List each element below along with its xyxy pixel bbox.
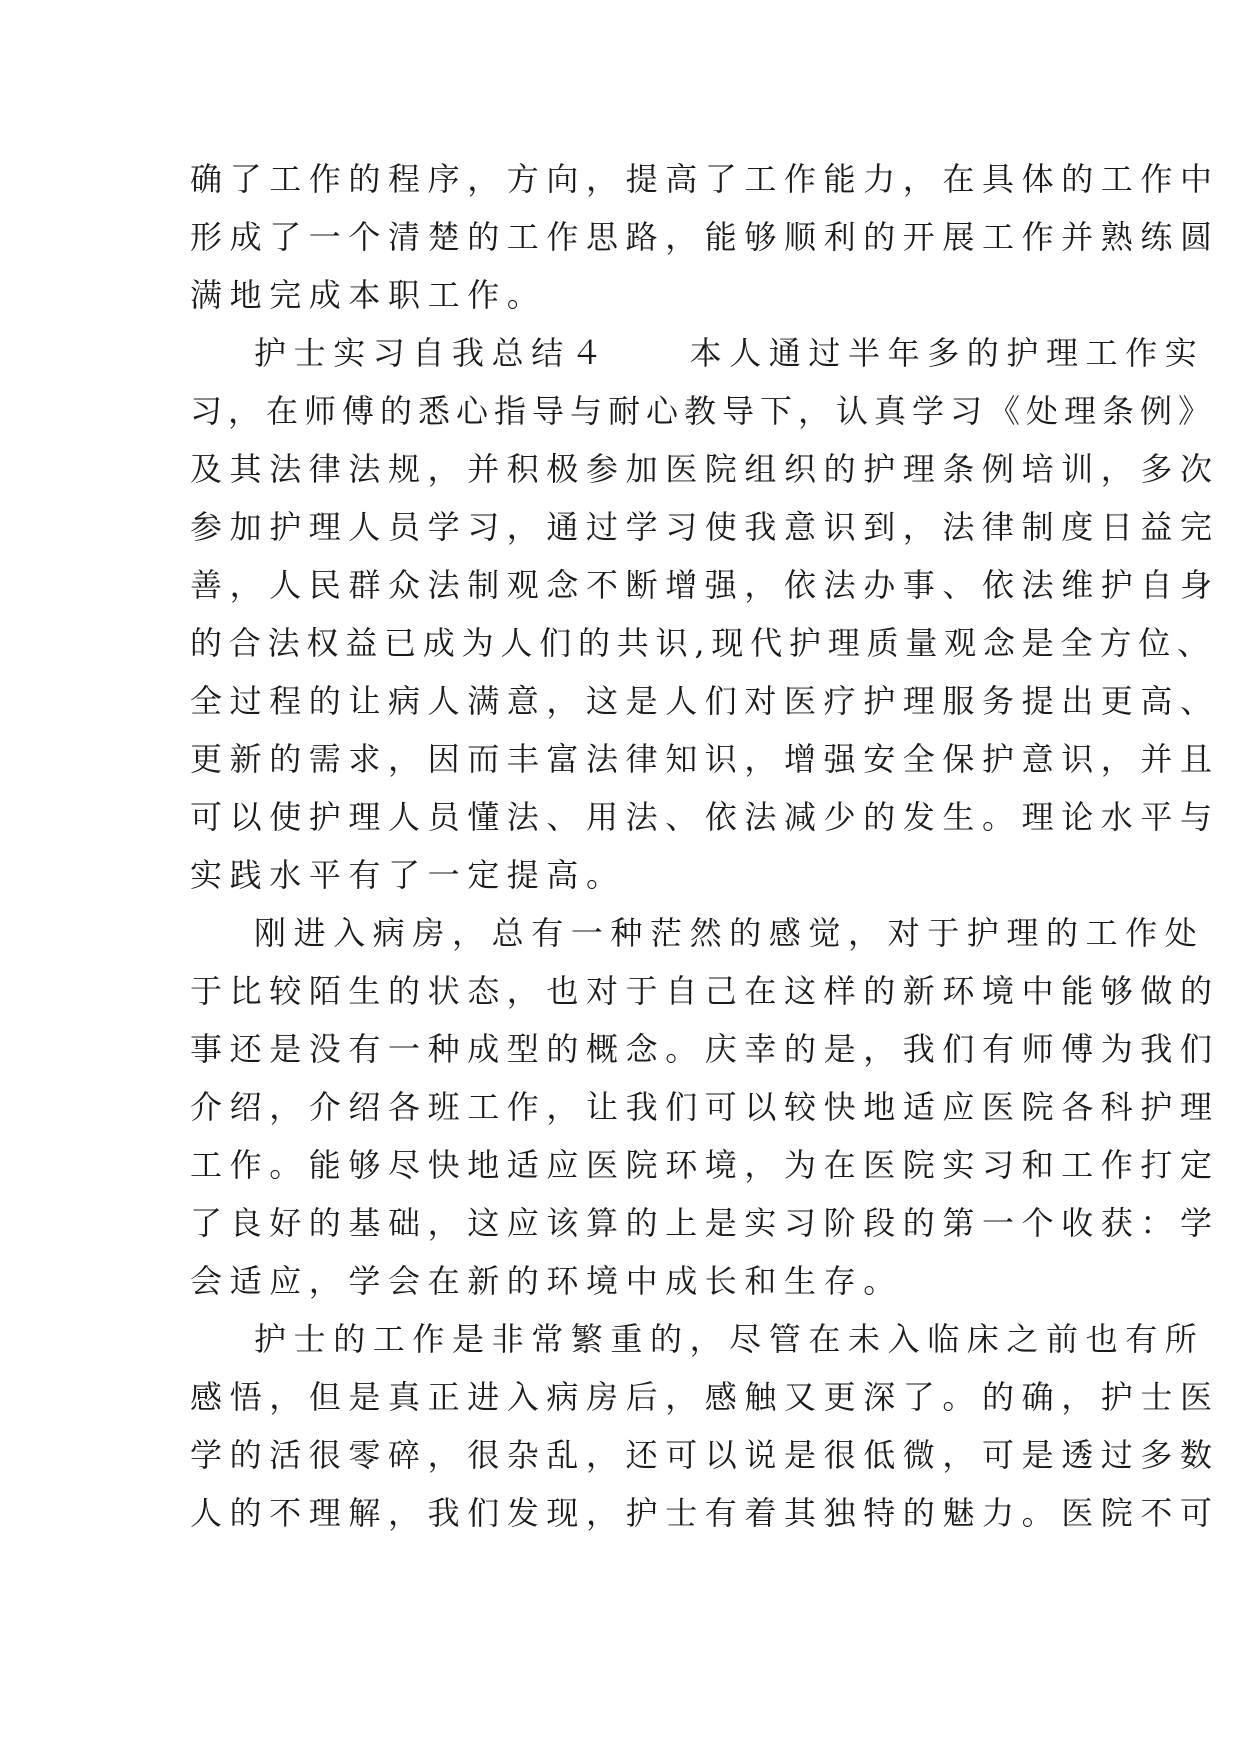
section-heading-line: 护士实习自我总结４ 本人通过半年多的护理工作实 xyxy=(254,334,1205,372)
text-line: 介绍，介绍各班工作，让我们可以较快地适应医院各科护理 xyxy=(190,1088,1220,1126)
text-line: 了良好的基础，这应该算的上是实习阶段的第一个收获：学 xyxy=(190,1204,1220,1242)
text-line: 满地完成本职工作。 xyxy=(190,276,547,314)
text-line: 确了工作的程序，方向，提高了工作能力，在具体的工作中 xyxy=(190,160,1220,198)
text-line: 实践水平有了一定提高。 xyxy=(190,856,626,894)
text-line: 事还是没有一种成型的概念。庆幸的是，我们有师傅为我们 xyxy=(190,1030,1220,1068)
paragraph-start-line: 护士的工作是非常繁重的，尽管在未入临床之前也有所 xyxy=(254,1320,1205,1358)
text-line: 全过程的让病人满意，这是人们对医疗护理服务提出更高、 xyxy=(190,682,1220,720)
text-line: 于比较陌生的状态，也对于自己在这样的新环境中能够做的 xyxy=(190,972,1220,1010)
text-line: 更新的需求，因而丰富法律知识，增强安全保护意识，并且 xyxy=(190,740,1220,778)
text-line: 可以使护理人员懂法、用法、依法减少的发生。理论水平与 xyxy=(190,798,1220,836)
text-line: 的合法权益已成为人们的共识,现代护理质量观念是全方位、 xyxy=(190,624,1216,662)
text-line: 善，人民群众法制观念不断增强，依法办事、依法维护自身 xyxy=(190,566,1220,604)
paragraph-start-line: 刚进入病房，总有一种茫然的感觉，对于护理的工作处 xyxy=(254,914,1205,952)
text-line: 学的活很零碎，很杂乱，还可以说是很低微，可是透过多数 xyxy=(190,1436,1220,1474)
text-line: 工作。能够尽快地适应医院环境，为在医院实习和工作打定 xyxy=(190,1146,1220,1184)
text-line: 会适应，学会在新的环境中成长和生存。 xyxy=(190,1262,903,1300)
text-line: 及其法律法规，并积极参加医院组织的护理条例培训，多次 xyxy=(190,450,1220,488)
text-line: 感悟，但是真正进入病房后，感触又更深了。的确，护士医 xyxy=(190,1378,1220,1416)
text-line: 人的不理解，我们发现，护士有着其独特的魅力。医院不可 xyxy=(190,1494,1220,1532)
text-line: 参加护理人员学习，通过学习使我意识到，法律制度日益完 xyxy=(190,508,1220,546)
text-line: 习，在师傅的悉心指导与耐心教导下，认真学习《处理条例》 xyxy=(190,392,1217,430)
text-line: 形成了一个清楚的工作思路，能够顺利的开展工作并熟练圆 xyxy=(190,218,1220,256)
